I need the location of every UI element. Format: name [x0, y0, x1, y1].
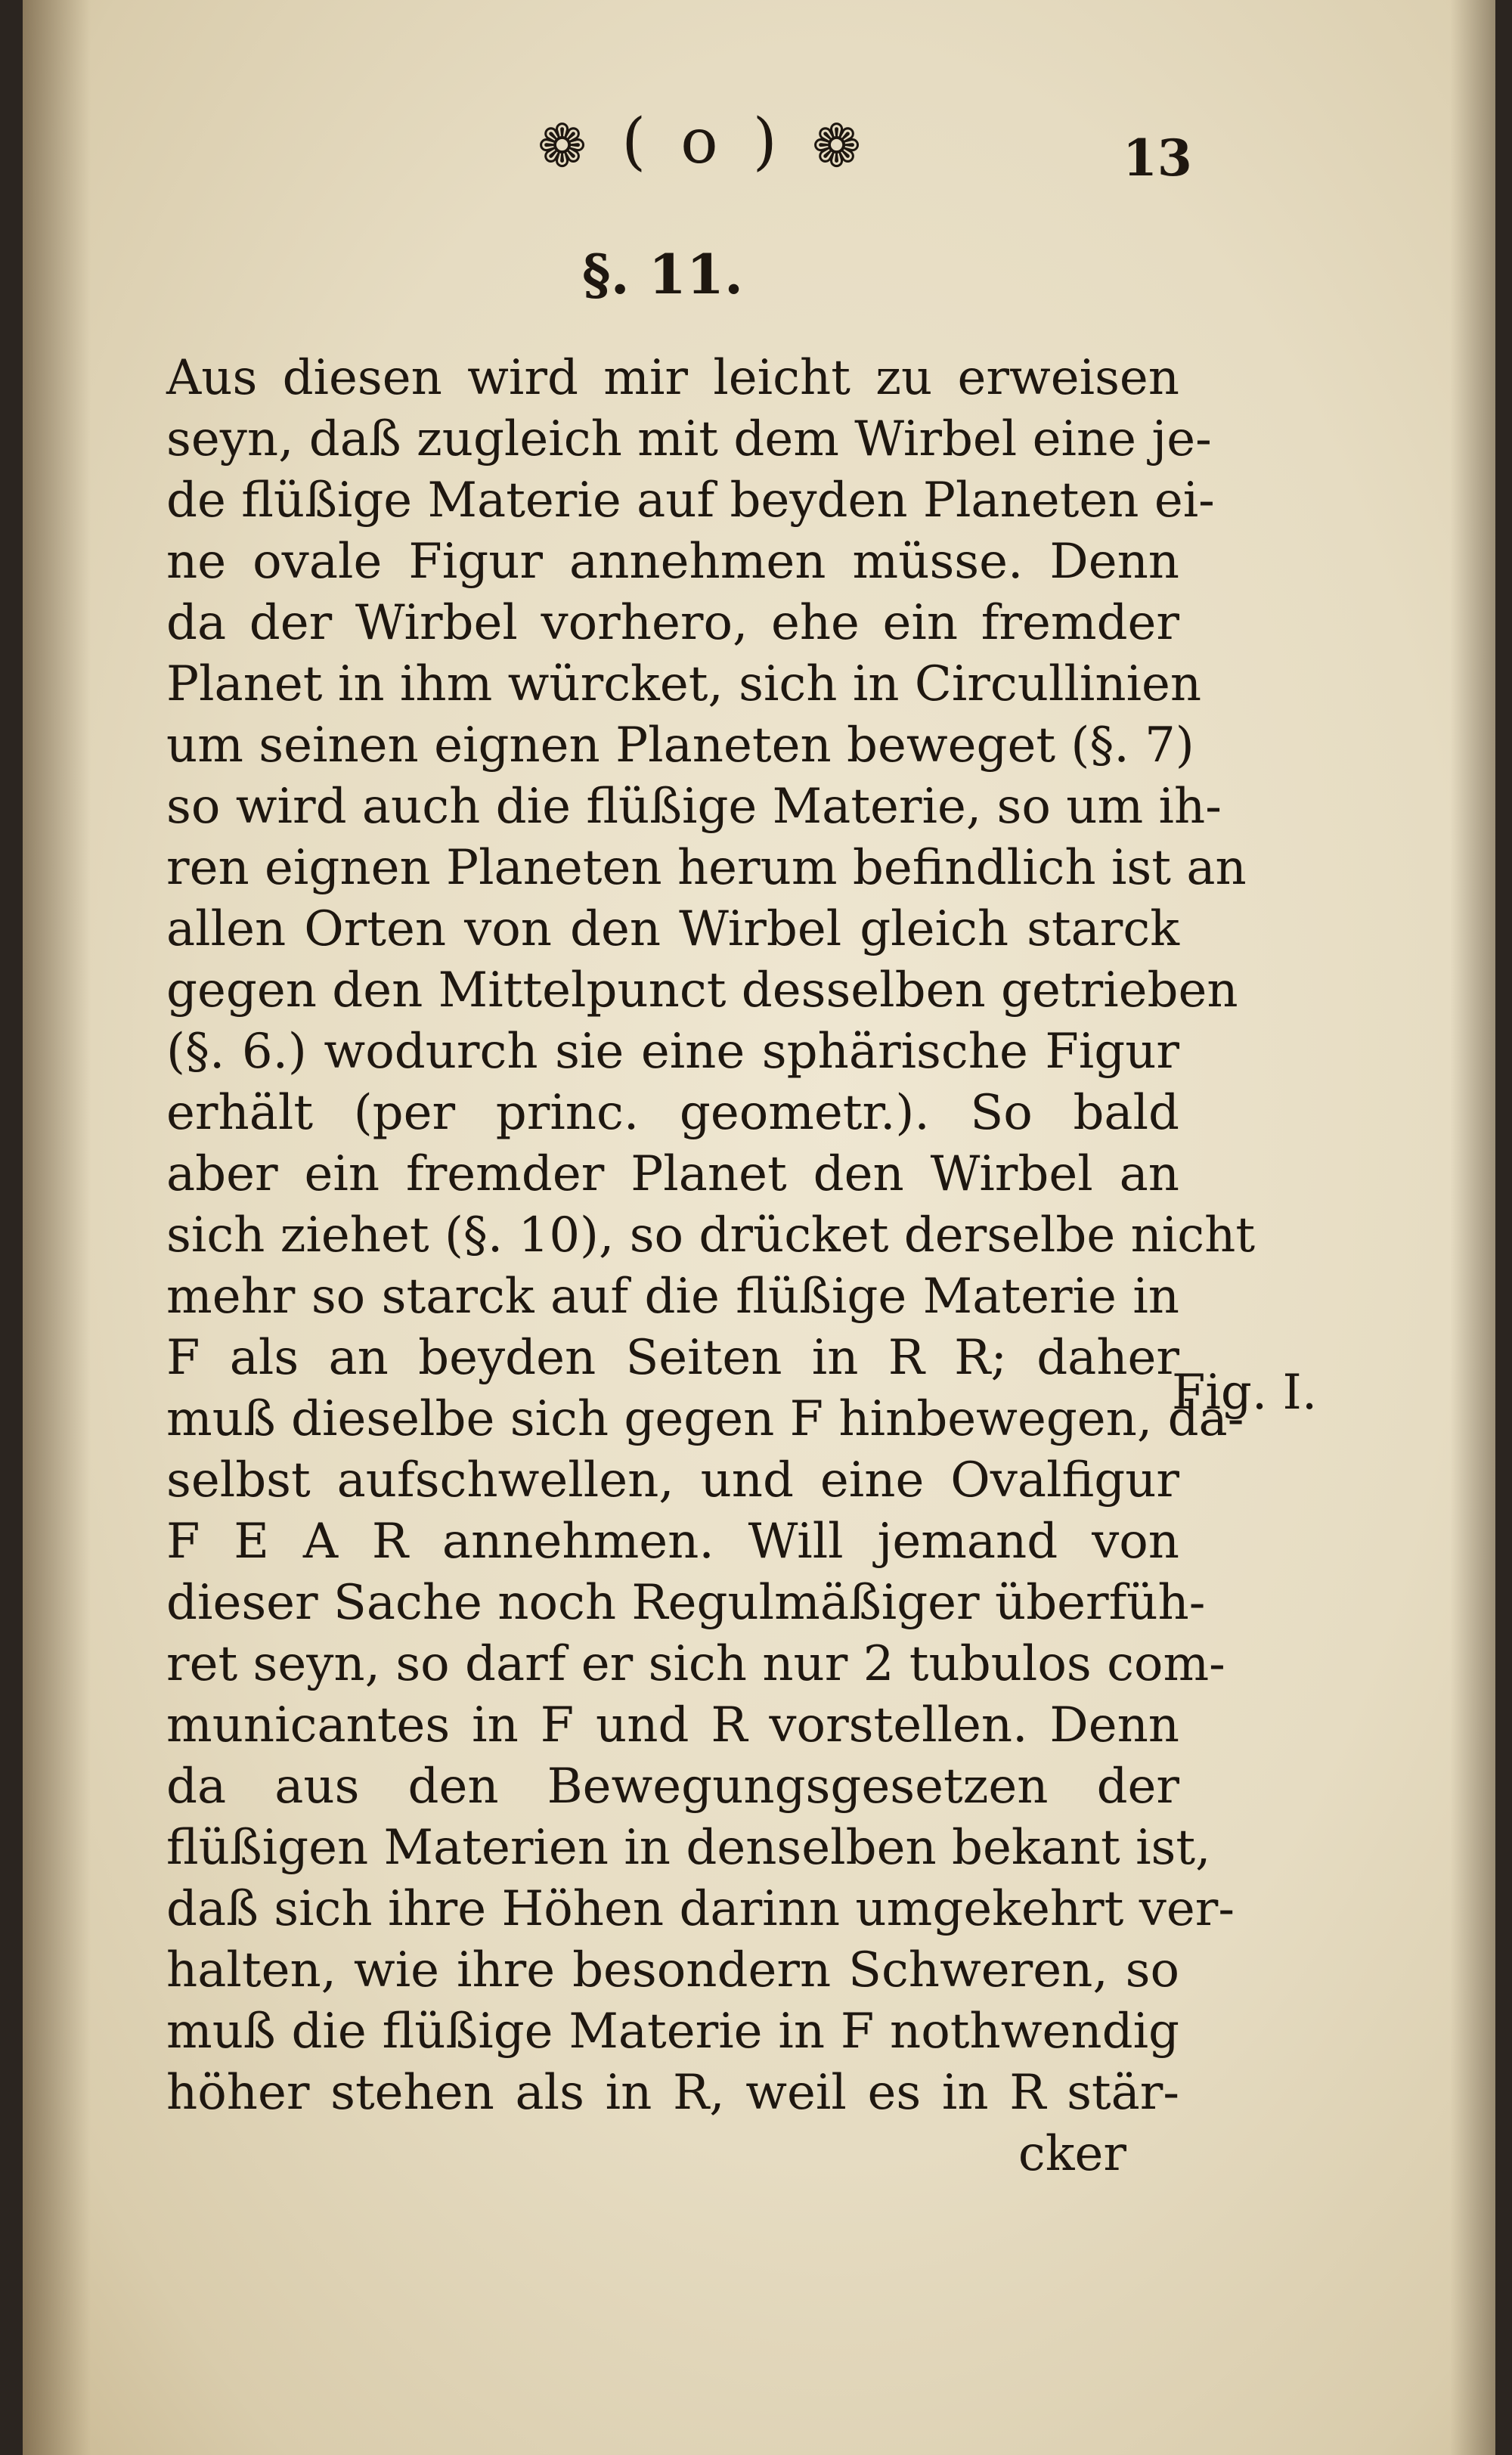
text-line: mehr so starck auf die flüßige Materie in: [166, 1269, 1179, 1325]
text-line: sich ziehet (§. 10), so drücket derselbe nicht: [166, 1207, 1256, 1263]
page-edge-shadow: [1450, 0, 1495, 2455]
text-line: muß die flüßige Materie in F nothwendig: [166, 2004, 1179, 2060]
text-line: F E A R annehmen. Will jemand von: [166, 1514, 1179, 1570]
text-line: selbst aufschwellen, und eine Ovalfigur: [166, 1452, 1179, 1508]
running-head: [476, 106, 930, 181]
text-line: erhält (per princ. geometr.). So bald: [166, 1085, 1179, 1141]
text-line: so wird auch die flüßige Materie, so um ih-: [166, 779, 1222, 835]
page-number: 13: [1123, 129, 1192, 188]
text-line: da aus den Bewegungsgesetzen der: [166, 1759, 1179, 1815]
text-line: höher stehen als in R, weil es in R stär-: [166, 2065, 1179, 2121]
section-heading: §. 11.: [582, 242, 744, 306]
figure-reference-note: Fig. I.: [1172, 1365, 1318, 1421]
text-line: Aus diesen wird mir leicht zu erweisen: [166, 350, 1179, 406]
text-line: allen Orten von den Wirbel gleich starck: [166, 901, 1179, 957]
text-line: ret seyn, so darf er sich nur 2 tubulos com-: [166, 1636, 1225, 1692]
flower-ornament-icon: ❁: [537, 112, 595, 181]
text-line: cker: [1018, 2126, 1126, 2182]
text-line: municantes in F und R vorstellen. Denn: [166, 1697, 1179, 1753]
text-line: da der Wirbel vorhero, ehe ein fremder: [166, 595, 1179, 651]
text-line: dieser Sache noch Regulmäßiger überfüh-: [166, 1575, 1206, 1631]
text-line: muß dieselbe sich gegen F hinbewegen, da-: [166, 1391, 1244, 1447]
text-line: (§. 6.) wodurch sie eine sphärische Figur: [166, 1024, 1179, 1080]
text-line: flüßigen Materien in denselben bekant ist,: [166, 1820, 1211, 1876]
running-head-text: ( o ): [621, 106, 785, 178]
text-line: gegen den Mittelpunct desselben getrieben: [166, 962, 1238, 1018]
text-line: de flüßige Materie auf beyden Planeten ei-: [166, 473, 1215, 529]
text-line: seyn, daß zugleich mit dem Wirbel eine je-: [166, 411, 1212, 467]
text-line: Planet in ihm würcket, sich in Circullinien: [166, 656, 1202, 712]
gutter-shadow: [23, 0, 91, 2455]
text-line: daß sich ihre Höhen darinn umgekehrt ver-: [166, 1881, 1235, 1937]
book-page: [23, 0, 1495, 2455]
text-line: halten, wie ihre besondern Schweren, so: [166, 1942, 1179, 1998]
text-line: ne ovale Figur annehmen müsse. Denn: [166, 534, 1179, 590]
text-line: F als an beyden Seiten in R R; daher: [166, 1330, 1179, 1386]
text-line: um seinen eignen Planeten beweget (§. 7): [166, 718, 1194, 773]
text-line: aber ein fremder Planet den Wirbel an: [166, 1146, 1179, 1202]
flower-ornament-icon: ❁: [811, 112, 869, 181]
text-line: ren eignen Planeten herum befindlich ist an: [166, 840, 1247, 896]
